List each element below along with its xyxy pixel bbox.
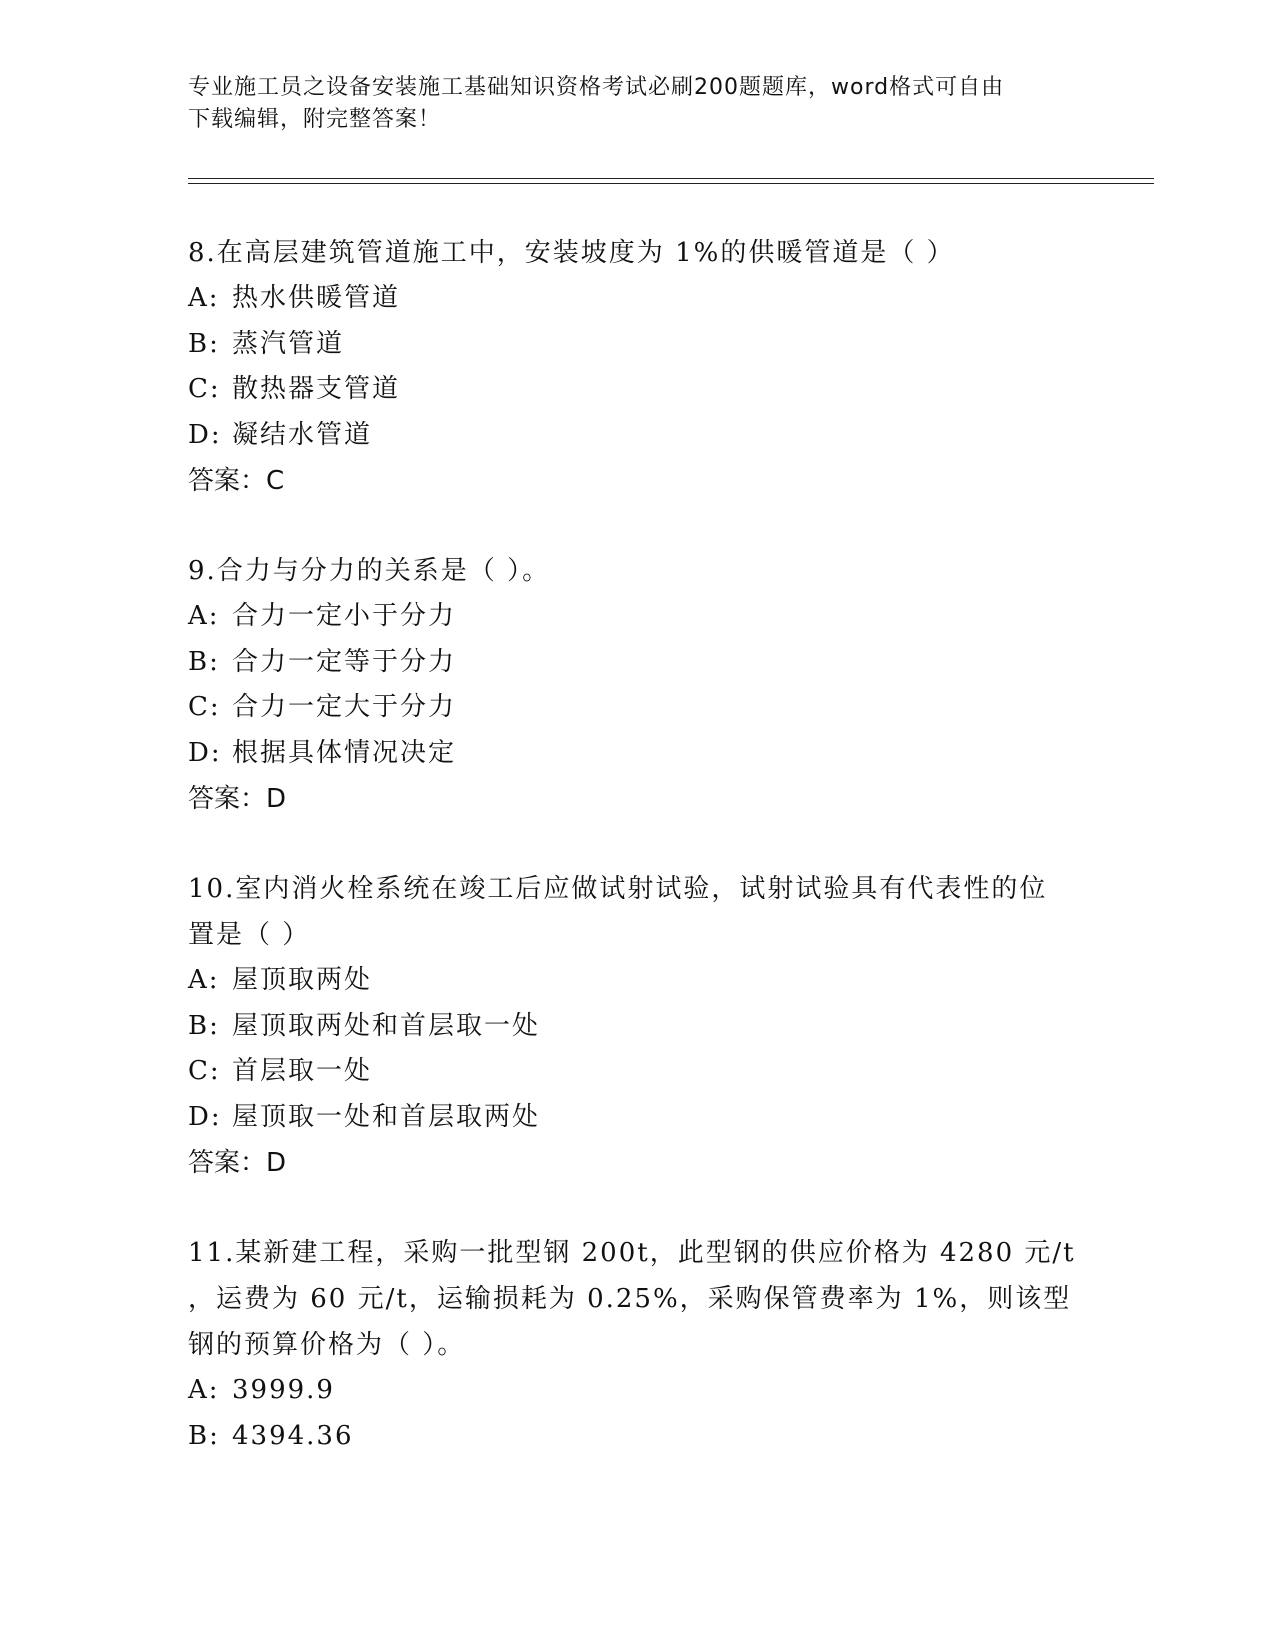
option-key: A: (188, 283, 220, 313)
question-8 (188, 230, 1088, 504)
option-key: B: (188, 646, 220, 677)
option-key: C: (188, 692, 221, 722)
option-key: D: (188, 737, 222, 768)
option-key: C: (188, 1056, 221, 1086)
option-text: 合力一定小于分力 (232, 601, 457, 631)
option-b (188, 1004, 1088, 1050)
option-key: A: (188, 965, 220, 995)
document-header (188, 72, 1068, 136)
option-key: D: (188, 1101, 222, 1132)
option-c (188, 1049, 1088, 1095)
question-11 (188, 1230, 1088, 1459)
option-key: A: (188, 601, 220, 631)
answer-text: 答案：D (188, 784, 287, 814)
option-b (188, 1414, 1088, 1460)
option-a (188, 958, 1088, 1004)
option-d (188, 731, 1088, 777)
question-text: 8.在高层建筑管道施工中，安装坡度为 1%的供暖管道是（ ） (188, 238, 955, 268)
question-text: 10.室内消火栓系统在竣工后应做试射试验，试射试验具有代表性的位 (188, 874, 1048, 904)
option-text: 蒸汽管道 (232, 328, 345, 359)
header-divider (188, 178, 1154, 184)
option-key: B: (188, 328, 220, 359)
question-text-continued: 钢的预算价格为（ ）。 (188, 1330, 466, 1360)
option-text: 合力一定大于分力 (232, 692, 457, 722)
question-text: 9.合力与分力的关系是（ ）。 (188, 556, 551, 586)
option-key: D: (188, 419, 222, 450)
option-b (188, 640, 1088, 686)
option-text: 4394.36 (232, 1420, 354, 1451)
option-text: 合力一定等于分力 (232, 646, 457, 677)
option-text: 屋顶取两处和首层取一处 (232, 1010, 541, 1041)
option-text: 散热器支管道 (232, 374, 401, 404)
option-text: 凝结水管道 (232, 419, 373, 450)
option-text: 首层取一处 (232, 1056, 373, 1086)
option-key: B: (188, 1420, 220, 1451)
option-key: B: (188, 1010, 220, 1041)
option-b (188, 322, 1088, 368)
option-text: 屋顶取一处和首层取两处 (232, 1101, 541, 1132)
option-key: A: (188, 1375, 220, 1405)
option-c (188, 367, 1088, 413)
answer-text: 答案：C (188, 466, 285, 496)
option-text: 屋顶取两处 (232, 965, 373, 995)
answer-text: 答案：D (188, 1148, 287, 1178)
question-text-continued: 置是（ ） (188, 920, 311, 950)
option-c (188, 685, 1088, 731)
question-list (188, 230, 1088, 1503)
question-10 (188, 866, 1088, 1186)
option-a (188, 594, 1088, 640)
option-text: 热水供暖管道 (232, 283, 401, 313)
option-text: 3999.9 (232, 1375, 335, 1405)
option-a (188, 1368, 1088, 1414)
header-line-1: 专业施工员之设备安装施工基础知识资格考试必刷200题题库，word格式可自由 (188, 75, 1005, 100)
option-d (188, 1095, 1088, 1141)
option-a (188, 276, 1088, 322)
header-line-2: 下载编辑，附完整答案！ (188, 107, 442, 132)
question-text-continued: ，运费为 60 元/t，运输损耗为 0.25%，采购保管费率为 1%，则该型 (188, 1284, 1072, 1314)
question-9 (188, 548, 1088, 822)
option-text: 根据具体情况决定 (232, 737, 457, 768)
option-key: C: (188, 374, 221, 404)
option-d (188, 413, 1088, 459)
question-text: 11.某新建工程，采购一批型钢 200t，此型钢的供应价格为 4280 元/t (188, 1238, 1076, 1268)
